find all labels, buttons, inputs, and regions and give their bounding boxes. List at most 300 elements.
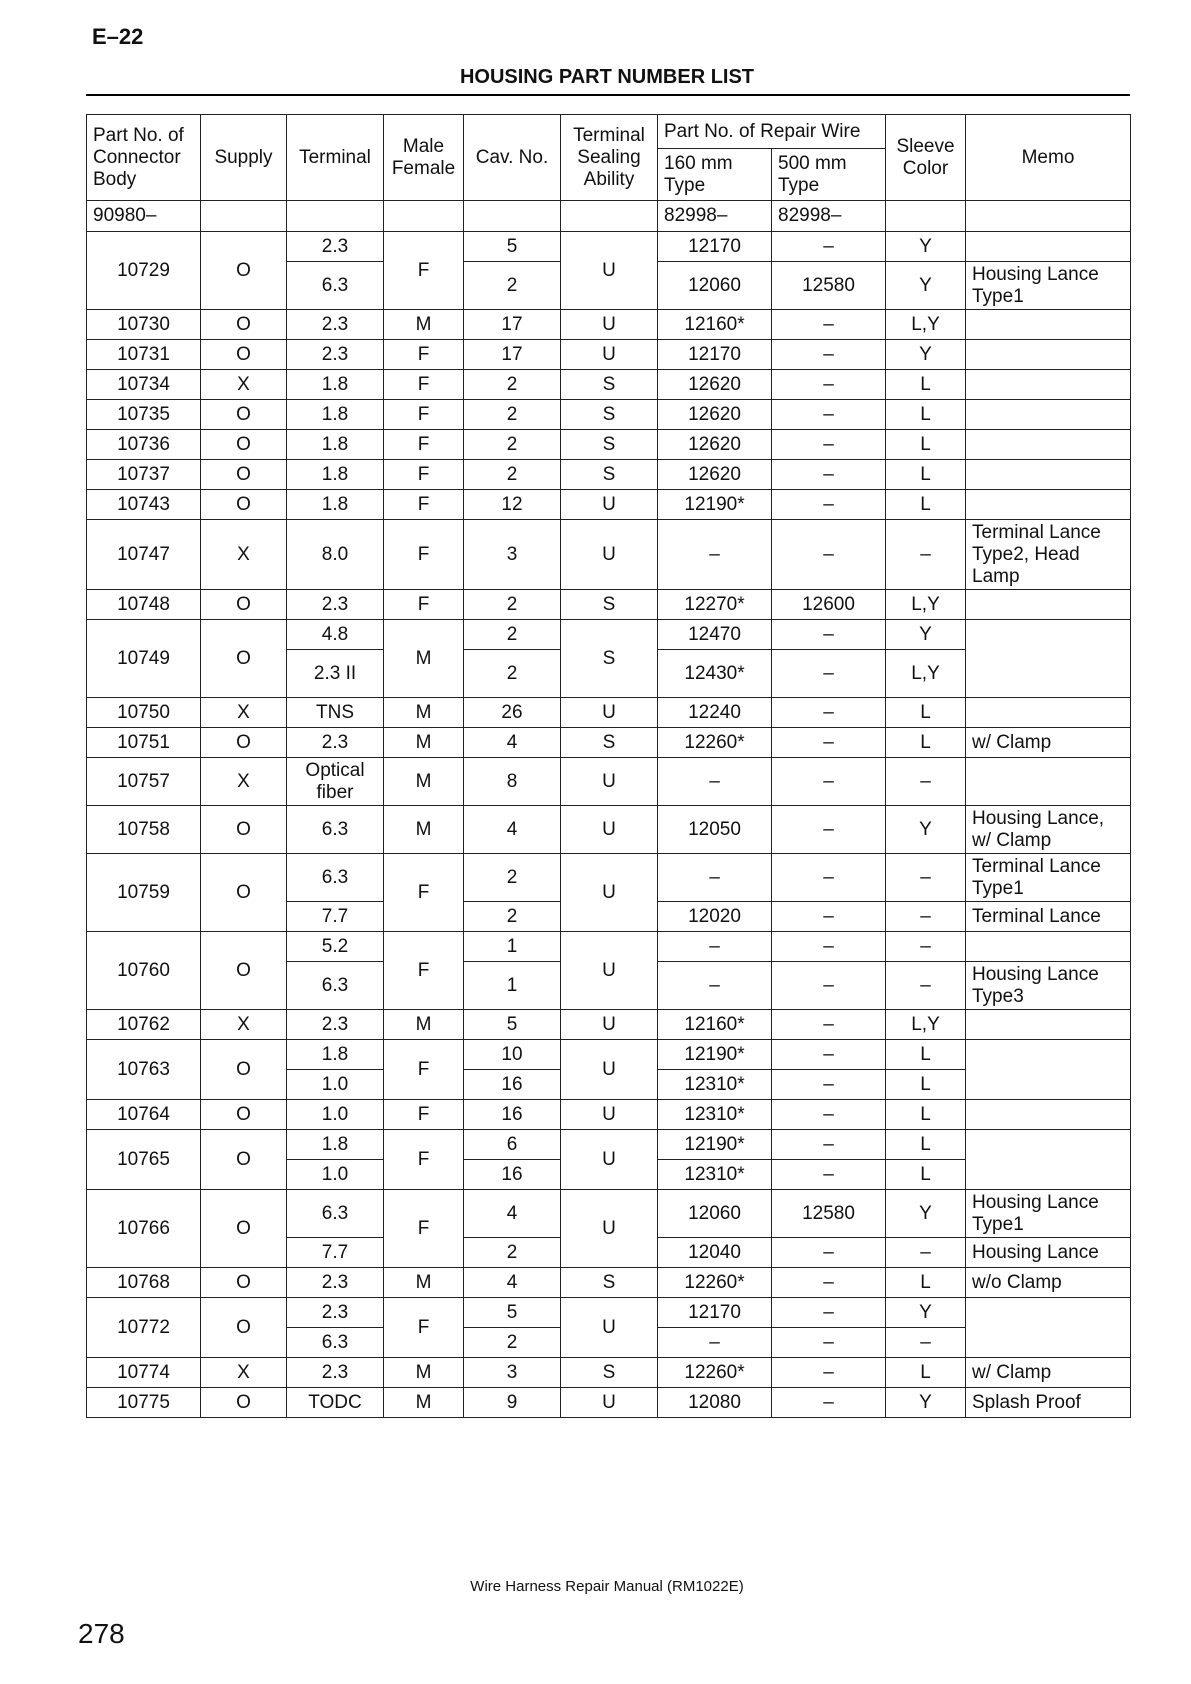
memo-value — [966, 340, 1131, 370]
terminal-value: 6.3 — [287, 806, 384, 854]
male-female-value: F — [384, 460, 464, 490]
repair-wire-500-value: – — [772, 1268, 886, 1298]
housing-table-container — [86, 114, 1130, 1418]
cav-no-value: 9 — [464, 1388, 561, 1418]
cav-no-value: 3 — [464, 520, 561, 590]
repair-wire-500-value: – — [772, 490, 886, 520]
repair-wire-160-value: 12060 — [658, 1190, 772, 1238]
table-row — [87, 1100, 1131, 1130]
sleeve-color-value: L — [886, 400, 966, 430]
table-row — [87, 232, 1131, 262]
sealing-value: U — [561, 698, 658, 728]
memo-value: Terminal Lance Type1 — [966, 854, 1131, 902]
cav-no-value: 2 — [464, 1238, 561, 1268]
part-number: 10760 — [87, 932, 201, 1010]
table-row — [87, 1040, 1131, 1070]
male-female-value: F — [384, 490, 464, 520]
sleeve-color-value: – — [886, 854, 966, 902]
terminal-value: TNS — [287, 698, 384, 728]
memo-value — [966, 232, 1131, 262]
male-female-value: M — [384, 1388, 464, 1418]
terminal-value: 1.8 — [287, 430, 384, 460]
sleeve-color-value: Y — [886, 1298, 966, 1328]
memo-value — [966, 1040, 1131, 1100]
header-sleeve-color: Sleeve Color — [886, 115, 966, 201]
part-number: 10775 — [87, 1388, 201, 1418]
sealing-value: U — [561, 490, 658, 520]
part-number: 10774 — [87, 1358, 201, 1388]
table-row — [87, 340, 1131, 370]
sleeve-color-value: Y — [886, 262, 966, 310]
table-row — [87, 460, 1131, 490]
sleeve-color-value: – — [886, 932, 966, 962]
repair-wire-500-value: – — [772, 1010, 886, 1040]
cav-no-value: 4 — [464, 1268, 561, 1298]
cav-no-value: 2 — [464, 460, 561, 490]
table-row — [87, 310, 1131, 340]
repair-wire-160-value: 12160* — [658, 310, 772, 340]
repair-wire-160-value: 12190* — [658, 490, 772, 520]
housing-part-number-table — [86, 114, 1131, 1418]
memo-value — [966, 1010, 1131, 1040]
repair-wire-160-value: 12160* — [658, 1010, 772, 1040]
male-female-value: F — [384, 370, 464, 400]
header-repair-wire: Part No. of Repair Wire — [658, 115, 886, 149]
supply-value: O — [201, 340, 287, 370]
male-female-value: M — [384, 1268, 464, 1298]
male-female-value: F — [384, 1130, 464, 1190]
sleeve-color-value: Y — [886, 806, 966, 854]
repair-wire-160-value: 12040 — [658, 1238, 772, 1268]
repair-wire-500-value: – — [772, 620, 886, 650]
memo-value: w/o Clamp — [966, 1268, 1131, 1298]
sealing-value: U — [561, 1010, 658, 1040]
sealing-value: U — [561, 932, 658, 1010]
repair-wire-160-value: 12620 — [658, 400, 772, 430]
empty-cell — [464, 201, 561, 232]
repair-wire-500-value: – — [772, 932, 886, 962]
repair-wire-160-value: 12270* — [658, 590, 772, 620]
table-row — [87, 854, 1131, 902]
male-female-value: F — [384, 1298, 464, 1358]
male-female-value: M — [384, 698, 464, 728]
memo-value — [966, 758, 1131, 806]
sealing-value: U — [561, 232, 658, 310]
sealing-value: U — [561, 520, 658, 590]
repair-wire-500-value: 12600 — [772, 590, 886, 620]
part-number: 10747 — [87, 520, 201, 590]
sleeve-color-value: Y — [886, 340, 966, 370]
sealing-value: U — [561, 1040, 658, 1100]
repair-wire-160-value: – — [658, 1328, 772, 1358]
sealing-value: U — [561, 758, 658, 806]
cav-no-value: 4 — [464, 728, 561, 758]
part-number: 10737 — [87, 460, 201, 490]
repair-wire-500-value: – — [772, 698, 886, 728]
male-female-value: M — [384, 1358, 464, 1388]
male-female-value: M — [384, 310, 464, 340]
supply-value: O — [201, 620, 287, 698]
part-number: 10765 — [87, 1130, 201, 1190]
supply-value: O — [201, 1130, 287, 1190]
memo-value: w/ Clamp — [966, 1358, 1131, 1388]
sleeve-color-value: – — [886, 520, 966, 590]
repair-wire-500-value: – — [772, 650, 886, 698]
memo-value: Housing Lance Type3 — [966, 962, 1131, 1010]
supply-value: O — [201, 1190, 287, 1268]
table-row — [87, 1358, 1131, 1388]
table-row — [87, 1298, 1131, 1328]
table-row — [87, 1010, 1131, 1040]
repair-wire-500-value: – — [772, 1238, 886, 1268]
repair-wire-160-value: 12080 — [658, 1388, 772, 1418]
repair-wire-500-value: 12580 — [772, 262, 886, 310]
sleeve-color-value: Y — [886, 620, 966, 650]
terminal-value: 2.3 — [287, 232, 384, 262]
cav-no-value: 4 — [464, 1190, 561, 1238]
table-row — [87, 1190, 1131, 1238]
sleeve-color-value: Y — [886, 1388, 966, 1418]
terminal-value: TODC — [287, 1388, 384, 1418]
part-number: 10730 — [87, 310, 201, 340]
sealing-value: U — [561, 1388, 658, 1418]
empty-cell — [384, 201, 464, 232]
part-number: 10759 — [87, 854, 201, 932]
memo-value: Terminal Lance Type2, Head Lamp — [966, 520, 1131, 590]
terminal-value: 1.8 — [287, 1040, 384, 1070]
cav-no-value: 1 — [464, 962, 561, 1010]
terminal-value: 6.3 — [287, 1190, 384, 1238]
terminal-value: 1.8 — [287, 400, 384, 430]
sleeve-color-value: L,Y — [886, 590, 966, 620]
repair-wire-160-value: 12190* — [658, 1040, 772, 1070]
memo-value — [966, 590, 1131, 620]
part-number: 10766 — [87, 1190, 201, 1268]
cav-no-value: 8 — [464, 758, 561, 806]
part-number: 10763 — [87, 1040, 201, 1100]
sealing-value: S — [561, 1268, 658, 1298]
repair-wire-500-value: – — [772, 1040, 886, 1070]
sealing-value: U — [561, 310, 658, 340]
wire-500-prefix: 82998– — [772, 201, 886, 232]
male-female-value: F — [384, 1100, 464, 1130]
repair-wire-500-value: – — [772, 1130, 886, 1160]
repair-wire-500-value: – — [772, 1328, 886, 1358]
page-title: HOUSING PART NUMBER LIST — [459, 66, 755, 88]
table-row — [87, 490, 1131, 520]
cav-no-value: 2 — [464, 1328, 561, 1358]
cav-no-value: 10 — [464, 1040, 561, 1070]
supply-value: O — [201, 232, 287, 310]
footer-manual-title: Wire Harness Repair Manual (RM1022E) — [470, 1578, 744, 1595]
memo-value: Housing Lance — [966, 1238, 1131, 1268]
sealing-value: S — [561, 728, 658, 758]
supply-value: O — [201, 932, 287, 1010]
male-female-value: M — [384, 728, 464, 758]
sealing-value: S — [561, 430, 658, 460]
supply-value: X — [201, 370, 287, 400]
supply-value: X — [201, 1010, 287, 1040]
terminal-value: 1.0 — [287, 1160, 384, 1190]
repair-wire-160-value: 12620 — [658, 370, 772, 400]
sleeve-color-value: Y — [886, 232, 966, 262]
table-row — [87, 728, 1131, 758]
supply-value: O — [201, 806, 287, 854]
table-row — [87, 430, 1131, 460]
header-500mm-type: 500 mm Type — [772, 149, 886, 201]
memo-value: Splash Proof — [966, 1388, 1131, 1418]
table-row — [87, 1268, 1131, 1298]
supply-value: O — [201, 430, 287, 460]
sleeve-color-value: L — [886, 698, 966, 728]
sleeve-color-value: L — [886, 460, 966, 490]
sealing-value: U — [561, 1190, 658, 1268]
repair-wire-500-value: – — [772, 1298, 886, 1328]
part-number: 10772 — [87, 1298, 201, 1358]
repair-wire-160-value: 12310* — [658, 1070, 772, 1100]
supply-value: X — [201, 1358, 287, 1388]
table-row — [87, 758, 1131, 806]
sleeve-color-value: – — [886, 758, 966, 806]
terminal-value: 6.3 — [287, 262, 384, 310]
sleeve-color-value: L — [886, 1160, 966, 1190]
repair-wire-500-value: – — [772, 902, 886, 932]
supply-value: X — [201, 520, 287, 590]
sleeve-color-value: L,Y — [886, 1010, 966, 1040]
memo-value — [966, 430, 1131, 460]
table-row — [87, 590, 1131, 620]
sleeve-color-value: L,Y — [886, 650, 966, 698]
repair-wire-500-value: – — [772, 430, 886, 460]
supply-value: X — [201, 698, 287, 728]
memo-value: Housing Lance, w/ Clamp — [966, 806, 1131, 854]
terminal-value: 1.8 — [287, 460, 384, 490]
repair-wire-160-value: – — [658, 758, 772, 806]
terminal-value: 8.0 — [287, 520, 384, 590]
empty-cell — [886, 201, 966, 232]
repair-wire-160-value: 12620 — [658, 460, 772, 490]
part-number: 10757 — [87, 758, 201, 806]
repair-wire-160-value: 12260* — [658, 1358, 772, 1388]
male-female-value: F — [384, 430, 464, 460]
wire-160-prefix: 82998– — [658, 201, 772, 232]
part-number: 10762 — [87, 1010, 201, 1040]
cav-no-value: 3 — [464, 1358, 561, 1388]
sleeve-color-value: L — [886, 370, 966, 400]
repair-wire-160-value: 12310* — [658, 1160, 772, 1190]
terminal-value: 7.7 — [287, 1238, 384, 1268]
sleeve-color-value: – — [886, 962, 966, 1010]
repair-wire-500-value: – — [772, 962, 886, 1010]
supply-value: O — [201, 1100, 287, 1130]
sealing-value: U — [561, 1130, 658, 1190]
cav-no-value: 2 — [464, 902, 561, 932]
table-row — [87, 370, 1131, 400]
part-number: 10758 — [87, 806, 201, 854]
terminal-value: 7.7 — [287, 902, 384, 932]
sealing-value: U — [561, 1100, 658, 1130]
sleeve-color-value: L — [886, 728, 966, 758]
cav-no-value: 2 — [464, 590, 561, 620]
part-number: 10768 — [87, 1268, 201, 1298]
part-prefix: 90980– — [87, 201, 201, 232]
part-number: 10750 — [87, 698, 201, 728]
repair-wire-500-value: – — [772, 1358, 886, 1388]
part-number: 10764 — [87, 1100, 201, 1130]
part-number: 10749 — [87, 620, 201, 698]
supply-value: O — [201, 590, 287, 620]
supply-value: O — [201, 310, 287, 340]
memo-value — [966, 370, 1131, 400]
empty-cell — [966, 201, 1131, 232]
repair-wire-500-value: – — [772, 1100, 886, 1130]
header-sealing-ability: Terminal Sealing Ability — [561, 115, 658, 201]
supply-value: O — [201, 400, 287, 430]
repair-wire-160-value: – — [658, 520, 772, 590]
empty-cell — [287, 201, 384, 232]
male-female-value: F — [384, 1040, 464, 1100]
sealing-value: U — [561, 340, 658, 370]
sealing-value: S — [561, 590, 658, 620]
repair-wire-500-value: – — [772, 854, 886, 902]
sleeve-color-value: L — [886, 1268, 966, 1298]
repair-wire-160-value: 12060 — [658, 262, 772, 310]
header-terminal: Terminal — [287, 115, 384, 201]
header-supply: Supply — [201, 115, 287, 201]
repair-wire-160-value: 12310* — [658, 1100, 772, 1130]
part-number: 10736 — [87, 430, 201, 460]
repair-wire-160-value: 12260* — [658, 1268, 772, 1298]
header-160mm-type: 160 mm Type — [658, 149, 772, 201]
sleeve-color-value: L — [886, 1040, 966, 1070]
sealing-value: U — [561, 1298, 658, 1358]
part-number: 10731 — [87, 340, 201, 370]
terminal-value: 6.3 — [287, 962, 384, 1010]
header-male-female: Male Female — [384, 115, 464, 201]
repair-wire-160-value: 12430* — [658, 650, 772, 698]
sealing-value: S — [561, 370, 658, 400]
cav-no-value: 2 — [464, 854, 561, 902]
repair-wire-500-value: – — [772, 1070, 886, 1100]
terminal-value: 2.3 — [287, 1268, 384, 1298]
table-row — [87, 520, 1131, 590]
male-female-value: M — [384, 806, 464, 854]
cav-no-value: 2 — [464, 650, 561, 698]
title-divider — [86, 94, 1130, 96]
repair-wire-160-value: 12170 — [658, 232, 772, 262]
terminal-value: 1.0 — [287, 1100, 384, 1130]
repair-wire-500-value: – — [772, 758, 886, 806]
male-female-value: F — [384, 520, 464, 590]
repair-wire-500-value: – — [772, 1160, 886, 1190]
repair-wire-160-value: 12020 — [658, 902, 772, 932]
cav-no-value: 26 — [464, 698, 561, 728]
repair-wire-160-value: 12620 — [658, 430, 772, 460]
supply-value: O — [201, 1040, 287, 1100]
table-row — [87, 932, 1131, 962]
repair-wire-500-value: – — [772, 370, 886, 400]
section-code: E–22 — [92, 24, 144, 49]
supply-value: X — [201, 758, 287, 806]
cav-no-value: 16 — [464, 1070, 561, 1100]
cav-no-value: 12 — [464, 490, 561, 520]
male-female-value: M — [384, 1010, 464, 1040]
memo-value — [966, 400, 1131, 430]
table-row — [87, 1388, 1131, 1418]
memo-value — [966, 620, 1131, 698]
male-female-value: M — [384, 620, 464, 698]
sleeve-color-value: – — [886, 1238, 966, 1268]
terminal-value: 4.8 — [287, 620, 384, 650]
part-number: 10751 — [87, 728, 201, 758]
sleeve-color-value: – — [886, 1328, 966, 1358]
supply-value: O — [201, 1268, 287, 1298]
empty-cell — [201, 201, 287, 232]
sealing-value: S — [561, 460, 658, 490]
terminal-value: 2.3 — [287, 590, 384, 620]
sleeve-color-value: L — [886, 490, 966, 520]
table-row — [87, 806, 1131, 854]
sleeve-color-value: Y — [886, 1190, 966, 1238]
header-cav-no: Cav. No. — [464, 115, 561, 201]
male-female-value: F — [384, 1190, 464, 1268]
page-number: 278 — [78, 1618, 125, 1649]
terminal-value: 6.3 — [287, 854, 384, 902]
table-body — [87, 201, 1131, 1418]
supply-value: O — [201, 1298, 287, 1358]
cav-no-value: 17 — [464, 340, 561, 370]
male-female-value: M — [384, 758, 464, 806]
repair-wire-160-value: 12190* — [658, 1130, 772, 1160]
supply-value: O — [201, 460, 287, 490]
cav-no-value: 4 — [464, 806, 561, 854]
cav-no-value: 16 — [464, 1100, 561, 1130]
sleeve-color-value: L — [886, 430, 966, 460]
memo-value — [966, 490, 1131, 520]
repair-wire-500-value: – — [772, 310, 886, 340]
sleeve-color-value: L — [886, 1070, 966, 1100]
terminal-value: 1.0 — [287, 1070, 384, 1100]
repair-wire-500-value: 12580 — [772, 1190, 886, 1238]
sealing-value: U — [561, 854, 658, 932]
repair-wire-500-value: – — [772, 232, 886, 262]
repair-wire-160-value: 12170 — [658, 340, 772, 370]
cav-no-value: 5 — [464, 1010, 561, 1040]
cav-no-value: 2 — [464, 620, 561, 650]
repair-wire-160-value: 12260* — [658, 728, 772, 758]
memo-value — [966, 1100, 1131, 1130]
repair-wire-500-value: – — [772, 1388, 886, 1418]
repair-wire-160-value: 12470 — [658, 620, 772, 650]
sealing-value: U — [561, 806, 658, 854]
table-row — [87, 1130, 1131, 1160]
part-number: 10734 — [87, 370, 201, 400]
repair-wire-500-value: – — [772, 340, 886, 370]
terminal-value: 2.3 — [287, 1010, 384, 1040]
sleeve-color-value: L — [886, 1130, 966, 1160]
repair-wire-500-value: – — [772, 520, 886, 590]
supply-value: O — [201, 728, 287, 758]
terminal-value: 2.3 — [287, 1298, 384, 1328]
cav-no-value: 2 — [464, 400, 561, 430]
repair-wire-160-value: 12170 — [658, 1298, 772, 1328]
terminal-value: 1.8 — [287, 1130, 384, 1160]
terminal-value: 6.3 — [287, 1328, 384, 1358]
repair-wire-160-value: – — [658, 854, 772, 902]
terminal-value: 2.3 — [287, 340, 384, 370]
terminal-value: Optical fiber — [287, 758, 384, 806]
memo-value — [966, 460, 1131, 490]
